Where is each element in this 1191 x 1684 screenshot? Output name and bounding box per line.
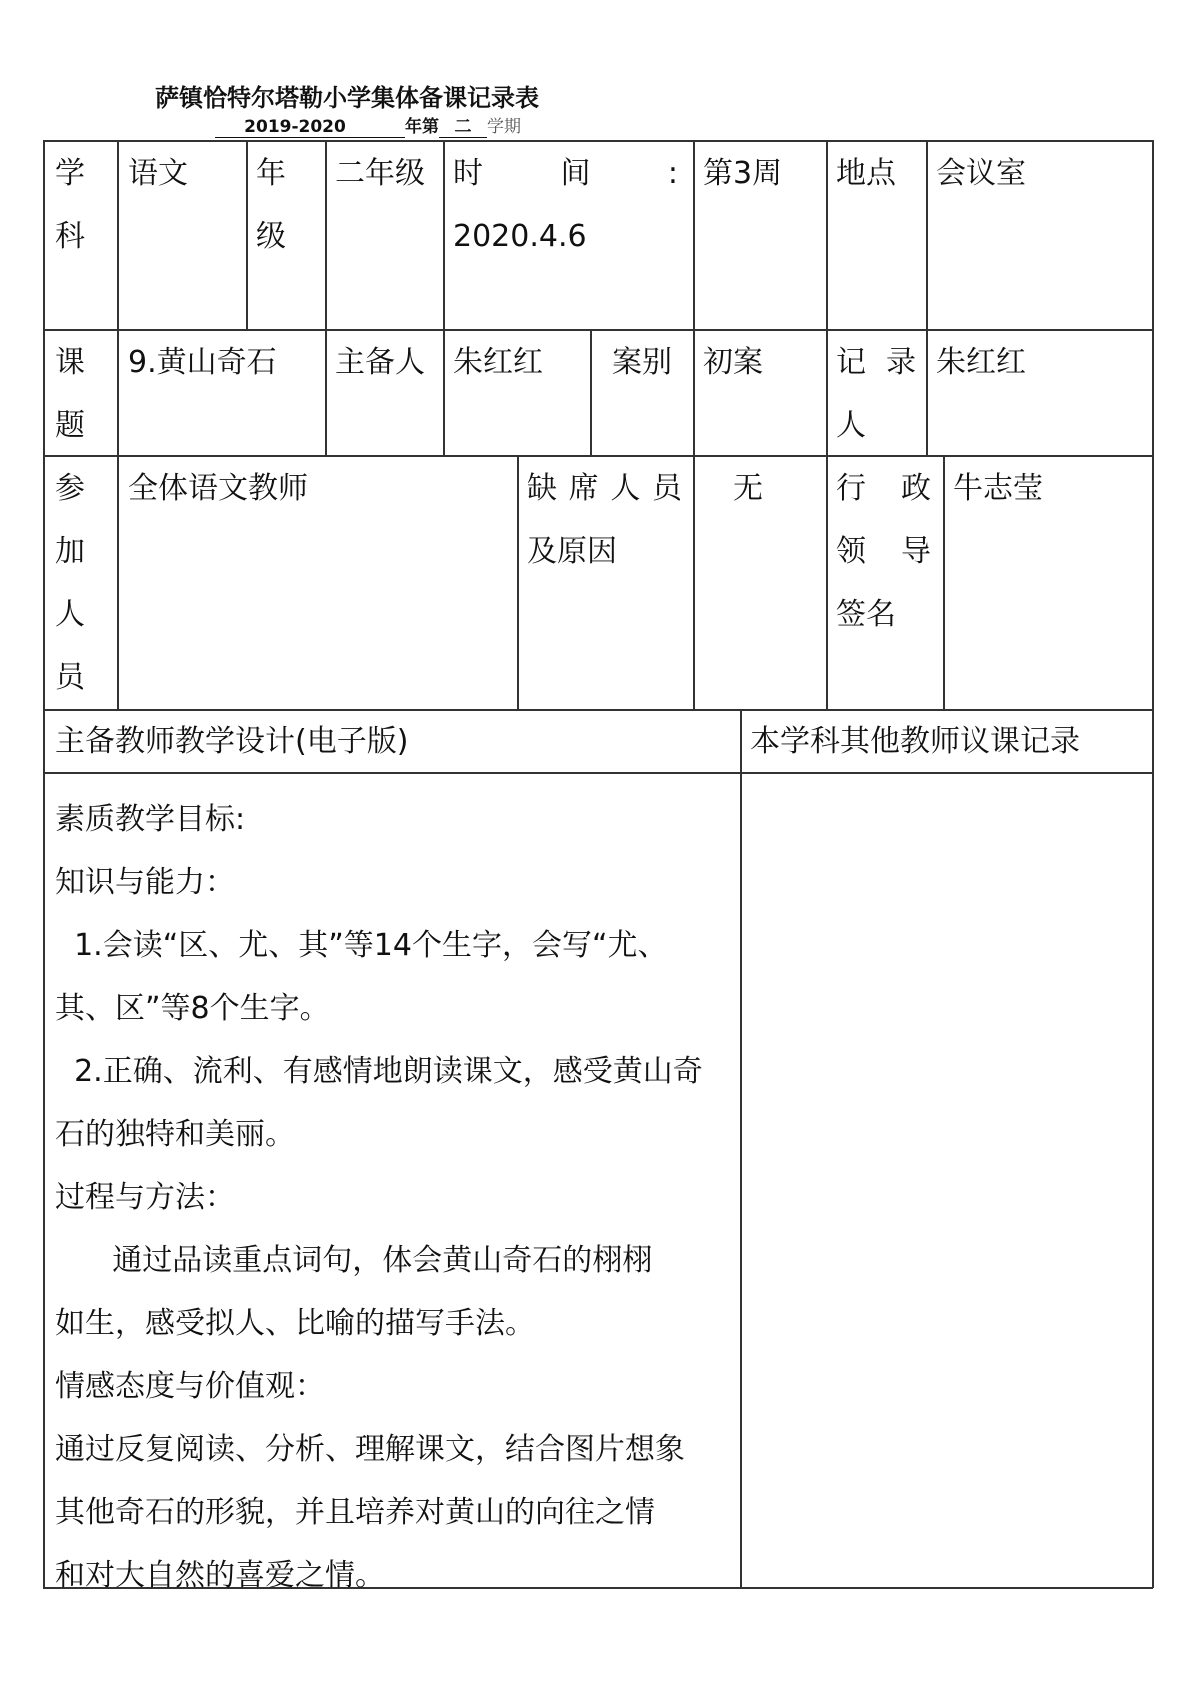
year-text: 年第: [405, 117, 439, 137]
col-divider: [325, 140, 327, 456]
admin-signature: 牛志莹: [953, 471, 1043, 506]
topic-label: 课 题: [55, 345, 85, 443]
content-line: 其他奇石的形貌，并且培养对黄山的向往之情: [55, 1495, 655, 1530]
col-divider: [246, 140, 248, 330]
case-label: 案别: [612, 345, 672, 380]
admin-label: 行 政 领 导 签名: [836, 471, 931, 632]
col-divider: [693, 140, 695, 710]
content-line: 如生，感受拟人、比喻的描写手法。: [55, 1306, 535, 1341]
content-line: 石的独特和美丽。: [55, 1117, 295, 1152]
absent-value: 无: [733, 471, 763, 506]
place-value: 会议室: [936, 156, 1026, 191]
content-line: 其、区”等8个生字。: [55, 991, 330, 1026]
recorder-label: 记 录 人: [836, 345, 916, 443]
col-divider: [943, 455, 945, 710]
content-line: 知识与能力：: [55, 865, 235, 900]
grade-label: 年 级: [256, 156, 286, 254]
col-divider: [590, 329, 592, 456]
topic-value: 9.黄山奇石: [128, 345, 277, 380]
participants-value: 全体语文教师: [128, 471, 308, 506]
grade-value: 二年级: [335, 156, 425, 191]
term-text: 学期: [487, 117, 521, 137]
section-divider: [740, 709, 742, 1588]
col-divider: [826, 140, 828, 710]
table-border-right: [1152, 140, 1154, 1588]
time-label: 时 间 :: [453, 156, 678, 191]
discussion-record-header: 本学科其他教师议课记录: [750, 724, 1080, 759]
subject-value: 语文: [128, 156, 188, 191]
term-number: 二: [439, 112, 487, 138]
content-line: 通过品读重点词句，体会黄山奇石的栩栩: [55, 1243, 653, 1278]
year-underline: [375, 117, 405, 138]
table-border-left: [43, 140, 45, 1588]
participants-label: 参 加 人 员: [55, 471, 85, 695]
content-line: 1.会读“区、尤、其”等14个生字，会写“尤、: [55, 928, 668, 963]
case-value: 初案: [703, 345, 763, 380]
page-title: 萨镇恰特尔塔勒小学集体备课记录表: [155, 84, 539, 112]
col-divider: [517, 455, 519, 710]
week-value: 第3周: [703, 156, 783, 191]
subject-label: 学 科: [55, 156, 85, 254]
col-divider: [117, 140, 119, 456]
content-line: 通过反复阅读、分析、理解课文，结合图片想象: [55, 1432, 685, 1467]
school-year: 2019-2020: [215, 117, 375, 138]
col-divider: [926, 140, 928, 456]
lead-value: 朱红红: [453, 345, 543, 380]
time-value: 2020.4.6: [453, 219, 587, 254]
content-line: 2.正确、流利、有感情地朗读课文，感受黄山奇: [55, 1054, 703, 1089]
place-label: 地点: [836, 156, 896, 191]
content-line: 和对大自然的喜爱之情。: [55, 1558, 385, 1593]
lesson-content: [55, 788, 735, 1607]
lesson-design-header: 主备教师教学设计(电子版): [55, 724, 409, 759]
col-divider: [443, 140, 445, 456]
absent-label: 缺 席 人 员 及原因: [527, 471, 682, 569]
content-line: 素质教学目标:: [55, 802, 246, 837]
content-line: 情感态度与价值观：: [55, 1369, 325, 1404]
lead-label: 主备人: [335, 345, 425, 380]
content-line: 过程与方法：: [55, 1180, 235, 1215]
school-year-line: [215, 112, 521, 138]
col-divider: [117, 455, 119, 710]
recorder-value: 朱红红: [936, 345, 1026, 380]
